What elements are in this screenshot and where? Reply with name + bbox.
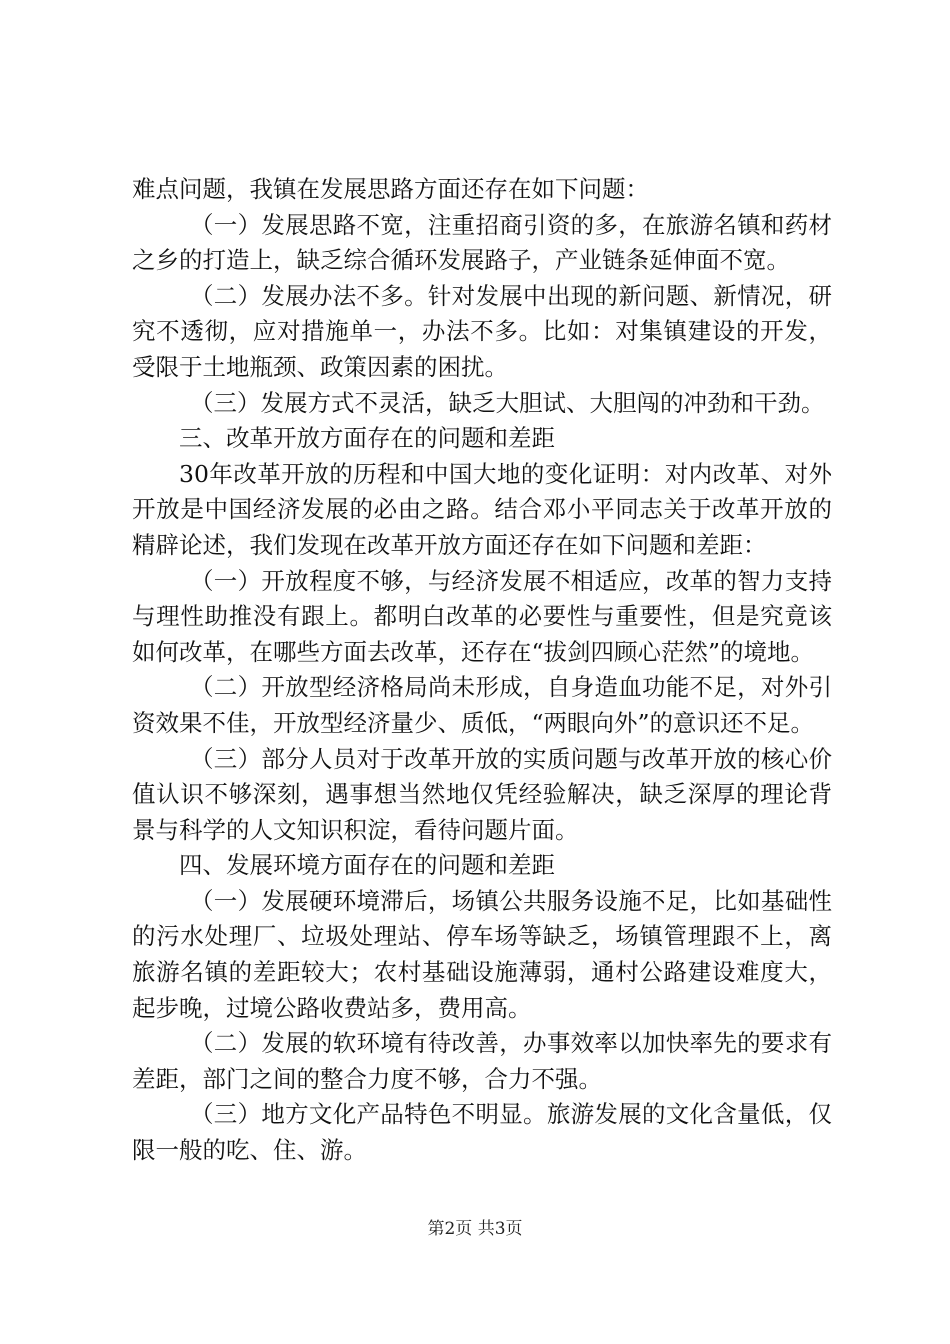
paragraph-item: （一）开放程度不够，与经济发展不相适应，改革的智力支持与理性助推没有跟上。都明白改革的必要性与重要性，但是究竟该如何改革，在哪些方面去改革，还存在“拔剑四顾心茫然”的境地。 (132, 566, 832, 666)
paragraph-body: 30年改革开放的历程和中国大地的变化证明：对内改革、对外开放是中国经济发展的必由之路。结合邓小平同志关于改革开放的精辟论述，我们发现在改革开放方面还存在如下问题和差距： (132, 459, 832, 559)
section-heading: 三、改革开放方面存在的问题和差距 (179, 424, 555, 453)
paragraph-item: （二）发展办法不多。针对发展中出现的新问题、新情况，研究不透彻，应对措施单一，办法不多。比如：对集镇建设的开发，受限于土地瓶颈、政策因素的困扰。 (132, 281, 832, 381)
paragraph-intro: 难点问题，我镇在发展思路方面还存在如下问题： (132, 175, 649, 203)
section-heading: 四、发展环境方面存在的问题和差距 (179, 851, 555, 880)
page-number-label: 第2页 共3页 (427, 1219, 523, 1239)
paragraph-item: （二）开放型经济格局尚未形成，自身造血功能不足，对外引资效果不佳，开放型经济量少、质低，“两眼向外”的意识还不足。 (132, 673, 832, 737)
page-footer (0, 1214, 950, 1239)
paragraph-item: （三）部分人员对于改革开放的实质问题与改革开放的核心价值认识不够深刻，遇事想当然地仅凭经验解决，缺乏深厚的理论背景与科学的人文知识积淀，看待问题片面。 (132, 744, 832, 844)
paragraph-item: （一）发展思路不宽，注重招商引资的多，在旅游名镇和药材之乡的打造上，缺乏综合循环发展路子，产业链条延伸面不宽。 (132, 210, 832, 275)
paragraph-item: （三）地方文化产品特色不明显。旅游发展的文化含量低，仅限一般的吃、住、游。 (132, 1100, 832, 1165)
paragraph-item: （二）发展的软环境有待改善，办事效率以加快率先的要求有差距，部门之间的整合力度不够，合力不强。 (132, 1029, 832, 1093)
document-body (132, 172, 832, 1169)
paragraph-item: （三）发展方式不灵活，缺乏大胆试、大胆闯的冲劲和干劲。 (190, 388, 825, 417)
paragraph-item: （一）发展硬环境滞后，场镇公共服务设施不足，比如基础性的污水处理厂、垃圾处理站、停车场等缺乏，场镇管理跟不上，离旅游名镇的差距较大；农村基础设施薄弱，通村公路建设难度大，起步晚，过境公路收费站多，费用高。 (132, 886, 832, 1022)
